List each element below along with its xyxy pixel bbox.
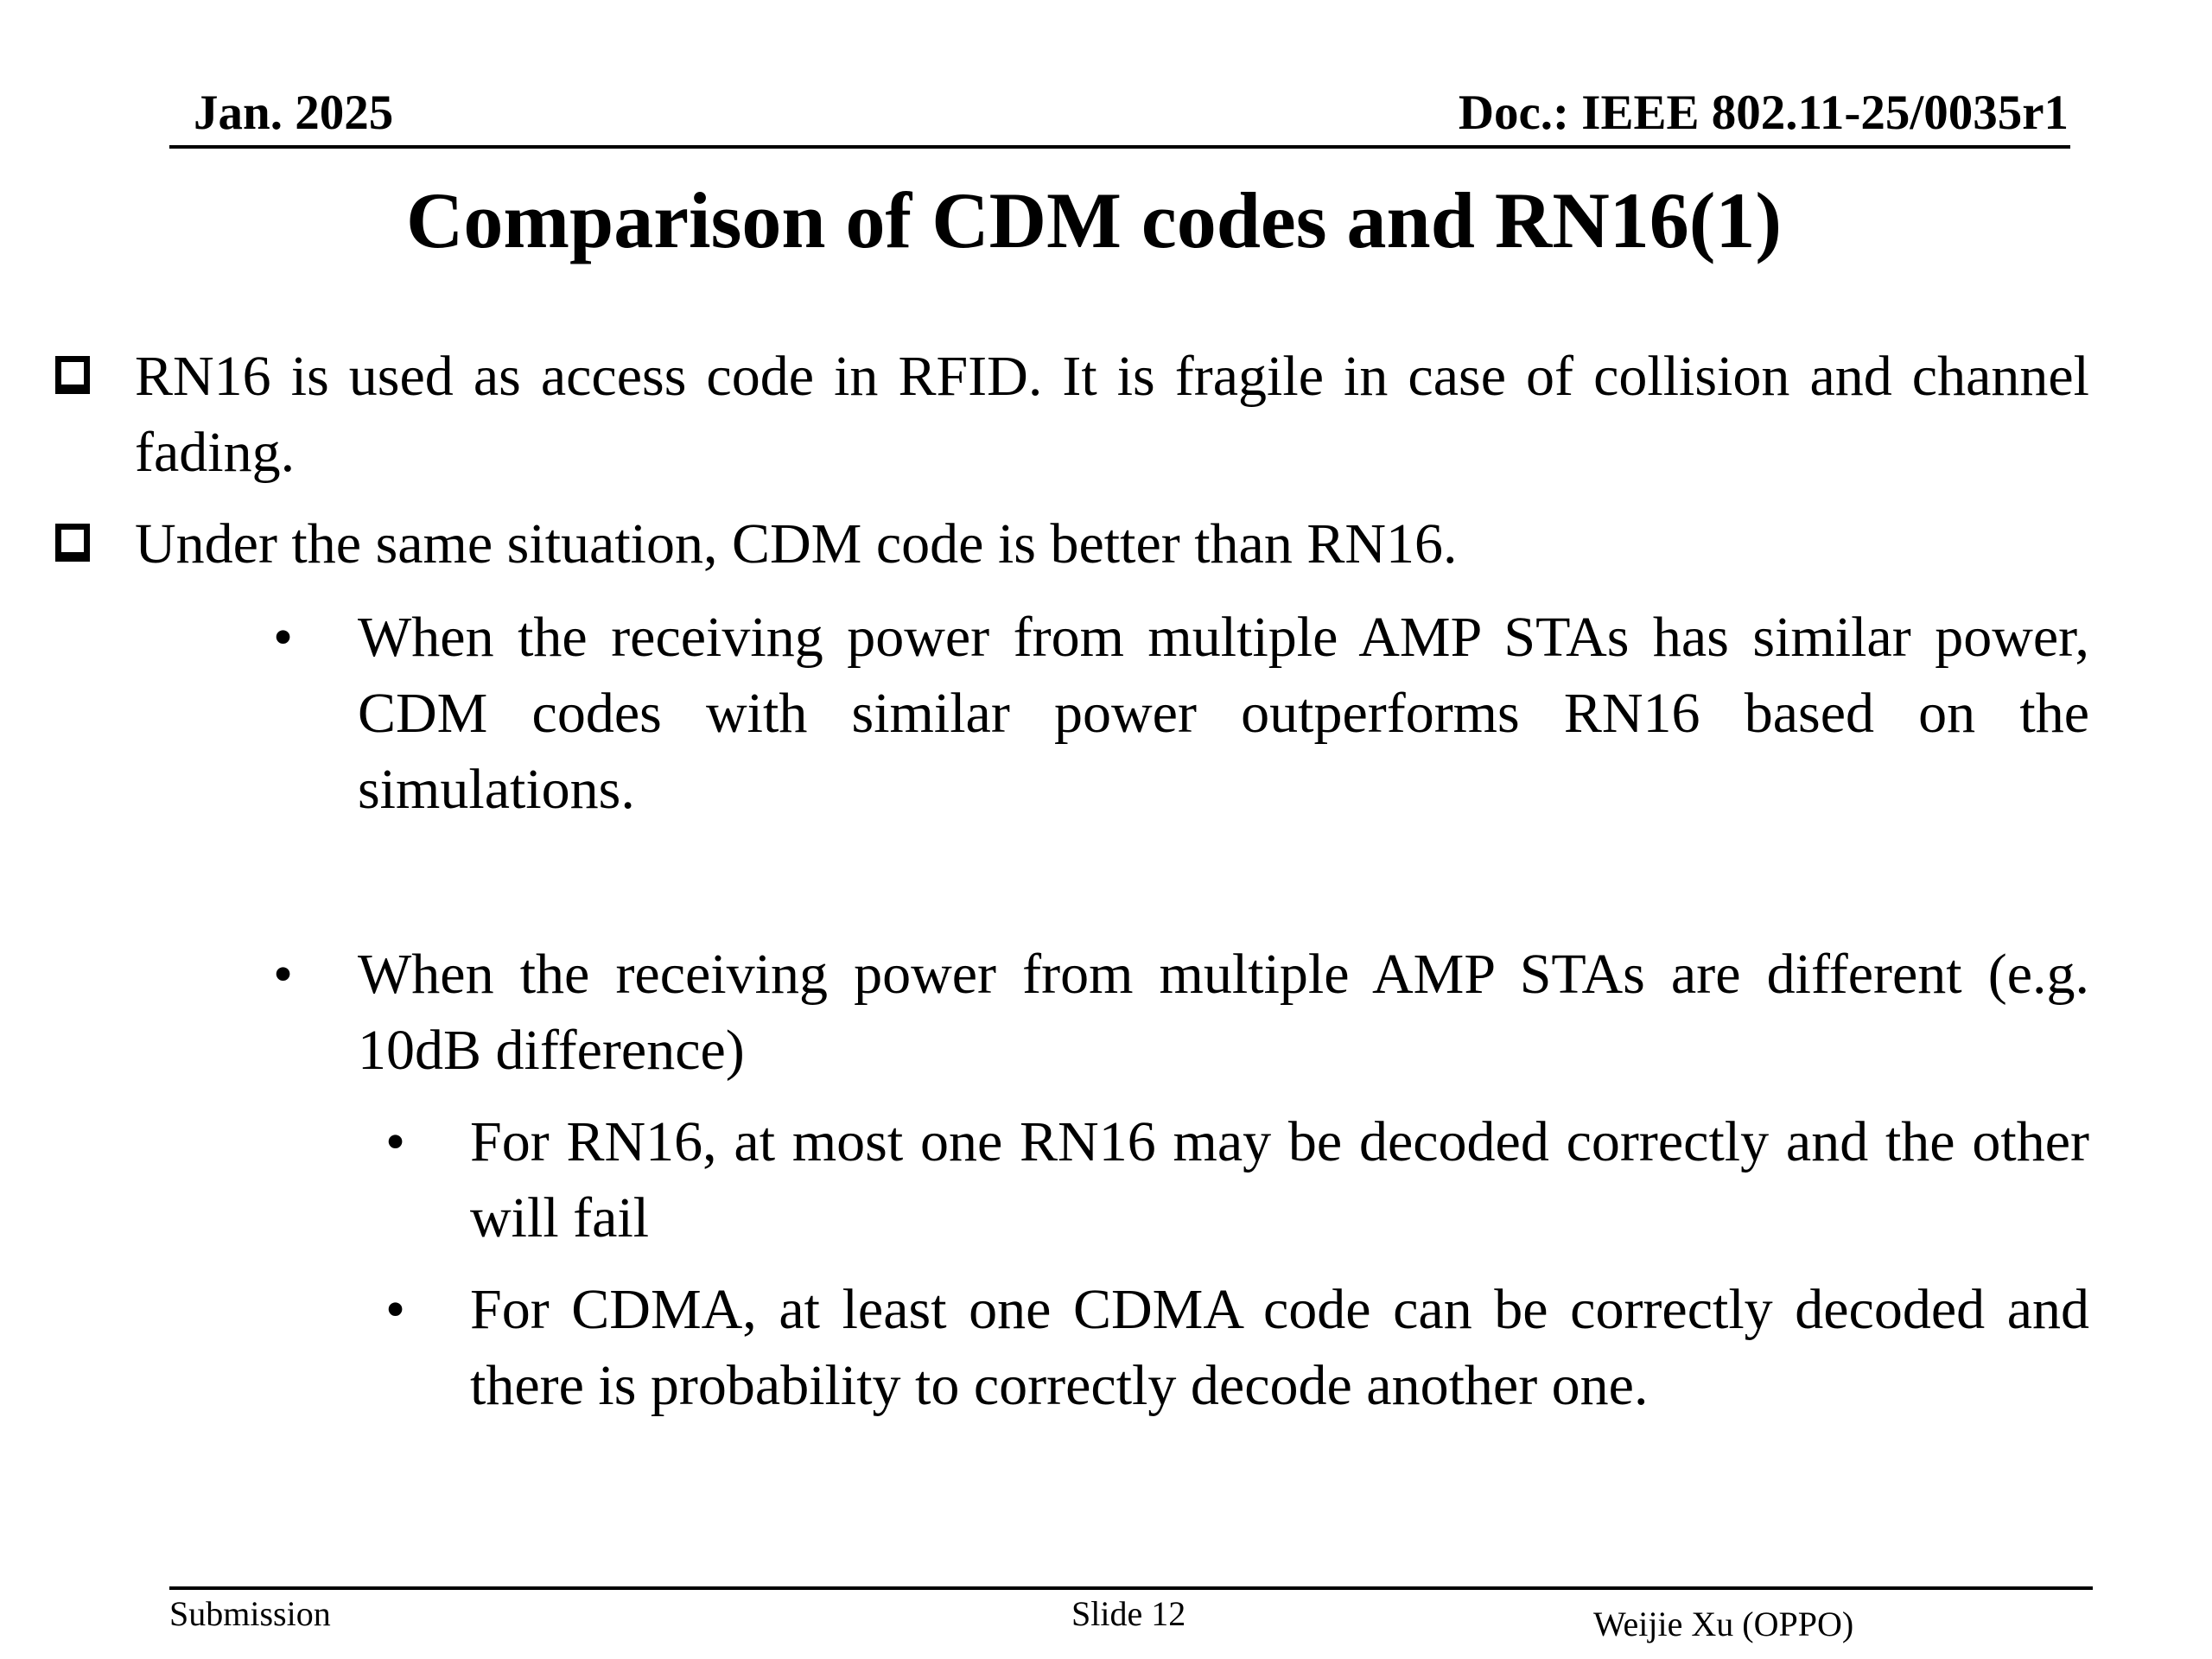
bullet-item: RN16 is used as access code in RFID. It is fragile in case of collision and channel fading. [135,345,2089,484]
header-doc-id: Doc.: IEEE 802.11-25/0035r1 [1458,86,2069,140]
slide-title: Comparison of CDM codes and RN16(1) [405,176,1783,264]
header-date: Jan. 2025 [194,86,394,140]
sub-bullet-item: When the receiving power from multiple AMP STAs has similar power, CDM codes with similar power outperforms RN16 based on the simulations. [358,606,2089,821]
bullet-dot: • [385,1278,406,1341]
sub-bullet-item: When the receiving power from multiple AMP STAs are different (e.g. 10dB difference) [358,943,2089,1082]
sub-sub-bullet-item: For RN16, at most one RN16 may be decoded correctly and the other will fail [470,1110,2089,1249]
header-rule [169,145,2070,149]
footer-submission: Submission [169,1594,331,1633]
square-bullet-icon [55,356,90,391]
bullet-dot: • [385,1110,406,1173]
bullet-item: Under the same situation, CDM code is better than RN16. [135,512,1458,575]
footer-slide-number: Slide 12 [1071,1594,1186,1633]
bullet-dot: • [273,606,294,669]
footer-author: Weijie Xu (OPPO) [1593,1605,1854,1643]
footer-rule [169,1586,2093,1590]
bullet-dot: • [273,943,294,1006]
sub-sub-bullet-item: For CDMA, at least one CDMA code can be correctly decoded and there is probability to correctly decode another one. [470,1278,2089,1417]
square-bullet-icon [55,524,90,558]
